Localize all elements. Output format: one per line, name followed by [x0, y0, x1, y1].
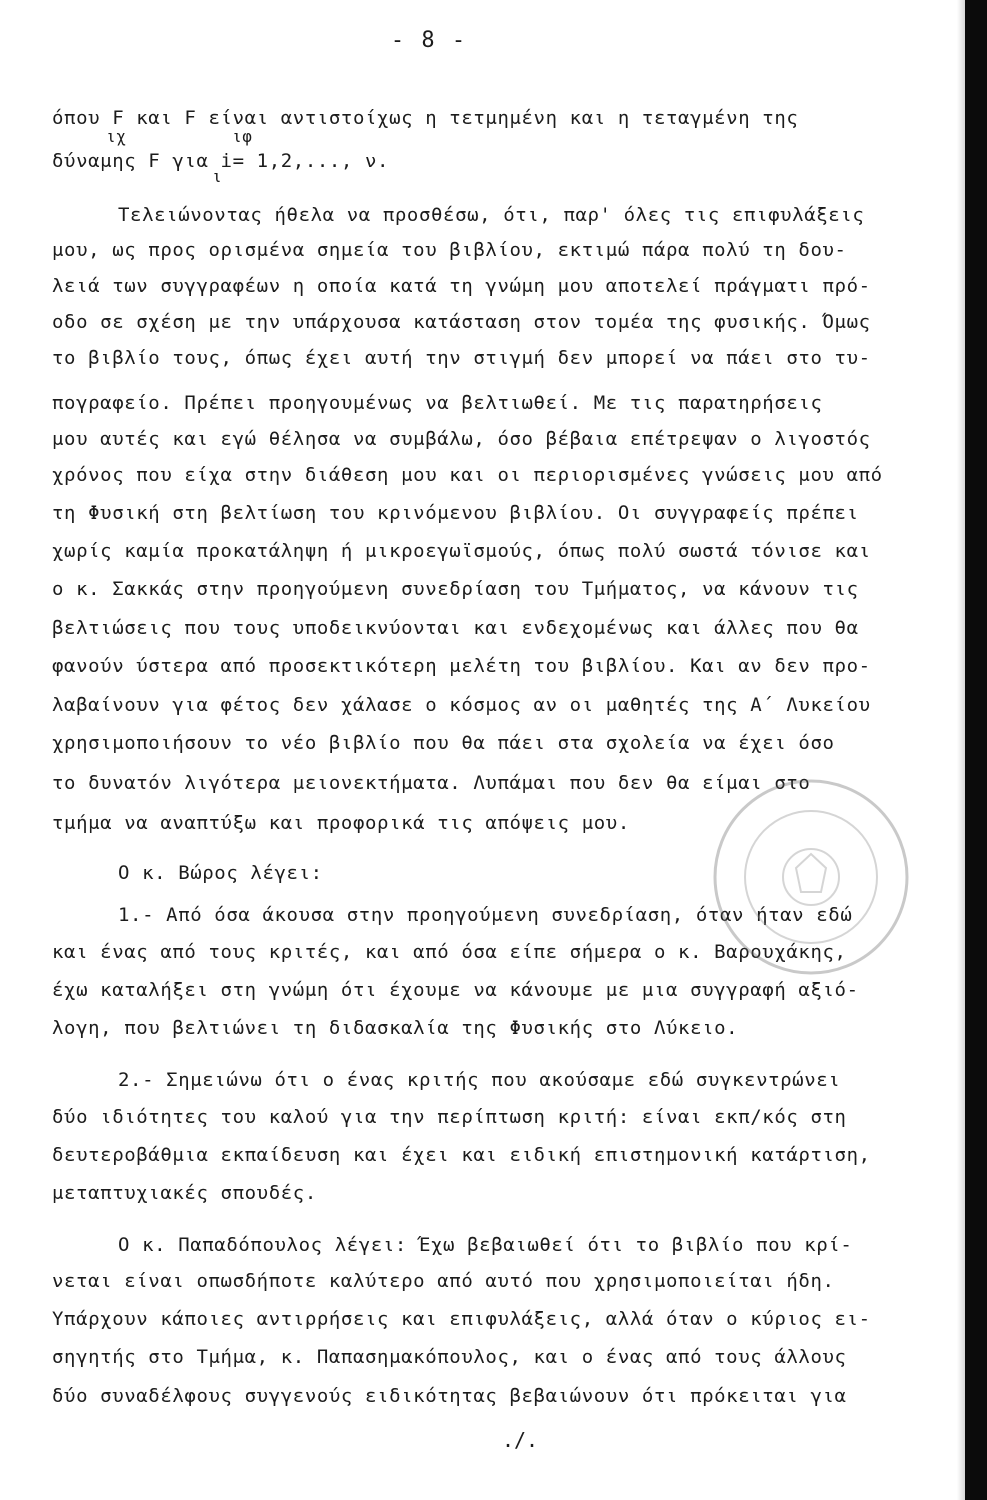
text-line: τμήμα να αναπτύξω και προφορικά τις απόψεις μου.: [52, 812, 630, 834]
text-line: λογη, που βελτιώνει τη διδασκαλία της Φυσικής στο Λύκειο.: [52, 1017, 739, 1039]
text-line: το δυνατόν λιγότερα μειονεκτήματα. Λυπάμαι που δεν θα είμαι στο: [52, 772, 811, 794]
text-line: χρόνος που είχα στην διάθεση μου και οι περιορισμένες γνώσεις μου από: [52, 464, 883, 486]
text-line: φανούν ύστερα από προσεκτικότερη μελέτη του βιβλίου. Και αν δεν προ-: [52, 655, 871, 677]
speaker-heading: Ο κ. Παπαδόπουλος λέγει: Έχω βεβαιωθεί ότι το βιβλίο που κρί-: [118, 1234, 853, 1256]
text-line: χωρίς καμία προκατάληψη ή μικροεγωϊσμούς, όπως πολύ σωστά τόνισε και: [52, 540, 871, 562]
text-line: το βιβλίο τους, όπως έχει αυτή την στιγμή δεν μπορεί να πάει στο τυ-: [52, 347, 871, 369]
text-line: νεται είναι οπωσδήποτε καλύτερο από αυτό που χρησιμοποιείται ήδη.: [52, 1270, 835, 1292]
text-line: χρησιμοποιήσουν το νέο βιβλίο που θα πάει στα σχολεία να έχει όσο: [52, 732, 835, 754]
text-line: πογραφείο. Πρέπει προηγουμένως να βελτιωθεί. Με τις παρατηρήσεις: [52, 392, 823, 414]
text-line: δύο συναδέλφους συγγενούς ειδικότητας βεβαιώνουν ότι πρόκειται για: [52, 1385, 847, 1407]
text-line: δύναμης F για i= 1,2,..., ν.: [52, 150, 390, 172]
text-line: σηγητής στο Τμήμα, κ. Παπασημακόπουλος, και ο ένας από τους άλλους: [52, 1346, 847, 1368]
text-line: 1.- Από όσα άκουσα στην προηγούμενη συνεδρίαση, όταν ήταν εδώ: [118, 904, 853, 926]
text-line: Υπάρχουν κάποιες αντιρρήσεις και επιφυλάξεις, αλλά όταν ο κύριος ει-: [52, 1308, 871, 1330]
text-line: βελτιώσεις που τους υποδεικνύονται και ενδεχομένως και άλλες που θα: [52, 617, 859, 639]
text-line: μεταπτυχιακές σπουδές.: [52, 1182, 317, 1204]
text-line: και ένας από τους κριτές, και από όσα είπε σήμερα ο κ. Βαρουχάκης,: [52, 941, 847, 963]
speaker-heading: Ο κ. Βώρος λέγει:: [118, 862, 323, 884]
text-line: λαβαίνουν για φέτος δεν χάλασε ο κόσμος αν οι μαθητές της Α΄ Λυκείου: [52, 694, 871, 716]
text-line: Τελειώνοντας ήθελα να προσθέσω, ότι, παρ' όλες τις επιφυλάξεις: [118, 204, 865, 226]
text-line: όπου F και F είναι αντιστοίχως η τετμημένη και η τεταγμένη της: [52, 107, 799, 129]
text-line: ο κ. Σακκάς στην προηγούμενη συνεδρίαση του Τμήματος, να κάνουν τις: [52, 578, 859, 600]
page-number: - 8 -: [390, 28, 468, 53]
text-line: δευτεροβάθμια εκπαίδευση και έχει και ειδική επιστημονική κατάρτιση,: [52, 1144, 871, 1166]
text-line: μου αυτές και εγώ θέλησα να συμβάλω, όσο βέβαια επέτρεψαν ο λιγοστός: [52, 428, 871, 450]
official-stamp: [706, 772, 916, 982]
text-line: μου, ως προς ορισμένα σημεία του βιβλίου, εκτιμώ πάρα πολύ τη δου-: [52, 239, 847, 261]
text-line: έχω καταλήξει στη γνώμη ότι έχουμε να κάνουμε με μια συγγραφή αξιό-: [52, 979, 859, 1001]
text-line: οδο σε σχέση με την υπάρχουσα κατάσταση στον τομέα της φυσικής. Όμως: [52, 311, 871, 333]
text-line: 2.- Σημειώνω ότι ο ένας κριτής που ακούσαμε εδώ συγκεντρώνει: [118, 1069, 841, 1091]
text-line: τη Φυσική στη βελτίωση του κρινόμενου βιβλίου. Οι συγγραφείς πρέπει: [52, 502, 859, 524]
text-line: δύο ιδιότητες του καλού για την περίπτωση κριτή: είναι εκπ/κός στη: [52, 1106, 847, 1128]
subscript: ιχ: [106, 127, 127, 146]
continuation-mark: ./.: [501, 1428, 539, 1452]
text-line: λειά των συγγραφέων η οποία κατά τη γνώμη μου αποτελεί πράγματι πρό-: [52, 275, 871, 297]
subscript: ι: [212, 167, 223, 186]
subscript: ιφ: [232, 127, 253, 146]
